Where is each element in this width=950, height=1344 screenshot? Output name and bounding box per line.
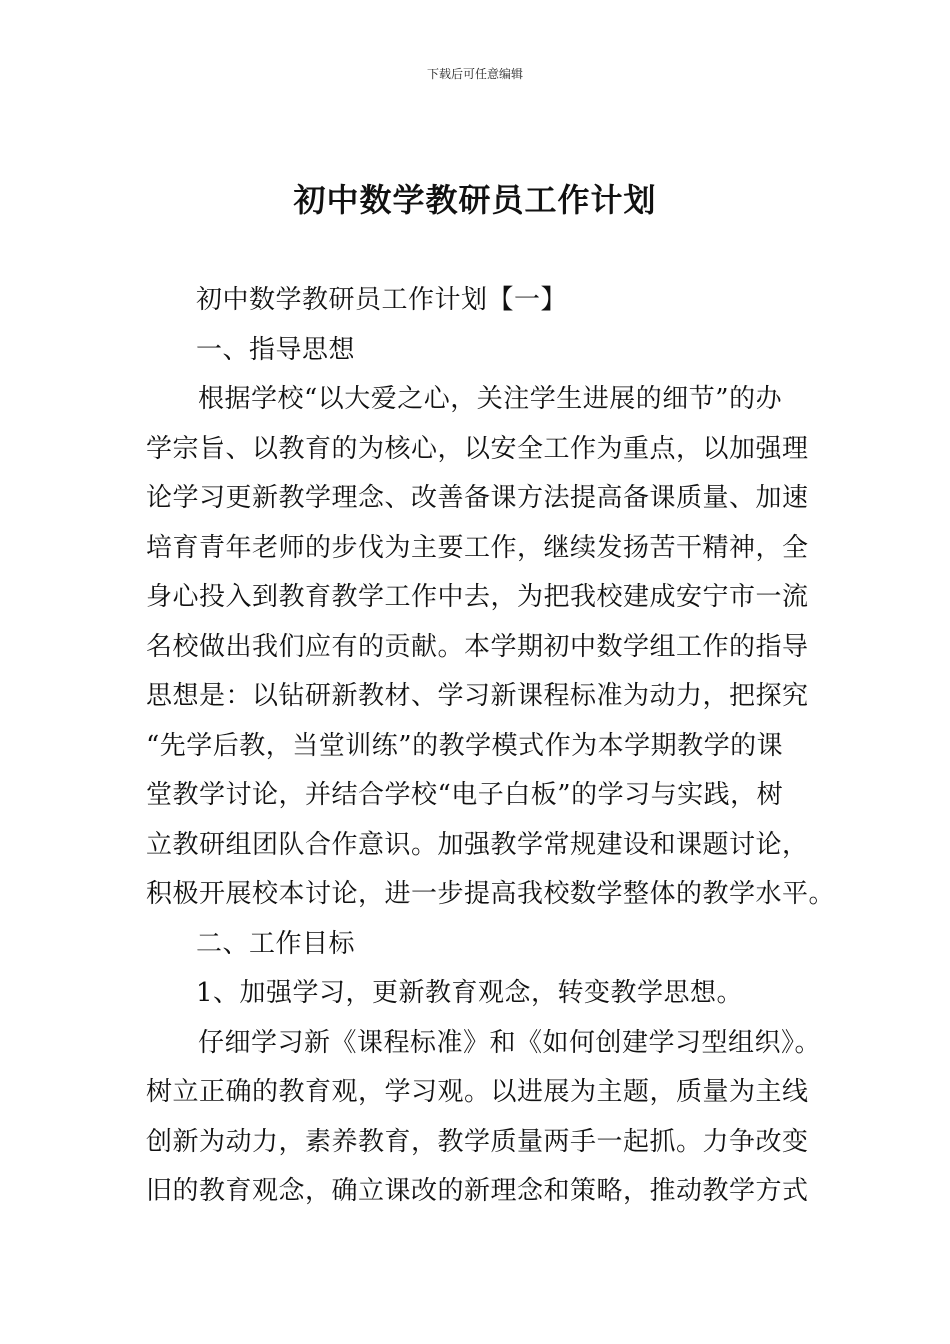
paragraph-line: 身心投入到教育教学工作中去，为把我校建成安宁市一流 [146, 582, 809, 612]
paragraph-line: 培育青年老师的步伐为主要工作，继续发扬苦干精神，全 [146, 532, 809, 563]
paragraph-line: “先学后教，当堂训练”的教学模式作为本学期教学的课 [146, 730, 784, 761]
paragraph-line: 积极开展校本讨论，进一步提高我校数学整体的教学水平。 [146, 879, 836, 909]
header-note: 下载后可任意编辑 [426, 67, 523, 81]
paragraph-line: 根据学校“以大爱之心，关注学生进展的细节”的办 [198, 384, 783, 414]
paragraph-line: 立教研组团队合作意识。加强教学常规建设和课题讨论， [146, 829, 809, 860]
paragraph-line: 名校做出我们应有的贡献。本学期初中数学组工作的指导 [146, 631, 809, 662]
document-title: 初中数学教研员工作计划 [293, 181, 657, 219]
section-heading: 一、指导思想 [196, 334, 356, 365]
document-body [146, 276, 836, 1217]
paragraph-line: 树立正确的教育观，学习观。以进展为主题，质量为主线 [146, 1077, 809, 1107]
paragraph-line: 堂教学讨论，并结合学校“电子白板”的学习与实践，树 [146, 780, 784, 810]
section-title: 初中数学教研员工作计划【一】 [196, 285, 568, 315]
section-heading: 二、工作目标 [196, 928, 356, 959]
paragraph-line: 创新为动力，素养教育，教学质量两手一起抓。力争改变 [146, 1126, 809, 1157]
paragraph-line: 思想是：以钻研新教材、学习新课程标准为动力，把探究 [146, 681, 809, 711]
paragraph-line: 仔细学习新《课程标准》和《如何创建学习型组织》。 [198, 1027, 822, 1058]
paragraph-line: 论学习更新教学理念、改善备课方法提高备课质量、加速 [146, 483, 809, 513]
paragraph-line: 学宗旨、以教育的为核心，以安全工作为重点，以加强理 [146, 433, 809, 464]
subsection-heading: 1、加强学习，更新教育观念，转变教学思想。 [196, 978, 744, 1008]
paragraph-line: 旧的教育观念，确立课改的新理念和策略，推动教学方式 [146, 1176, 809, 1206]
